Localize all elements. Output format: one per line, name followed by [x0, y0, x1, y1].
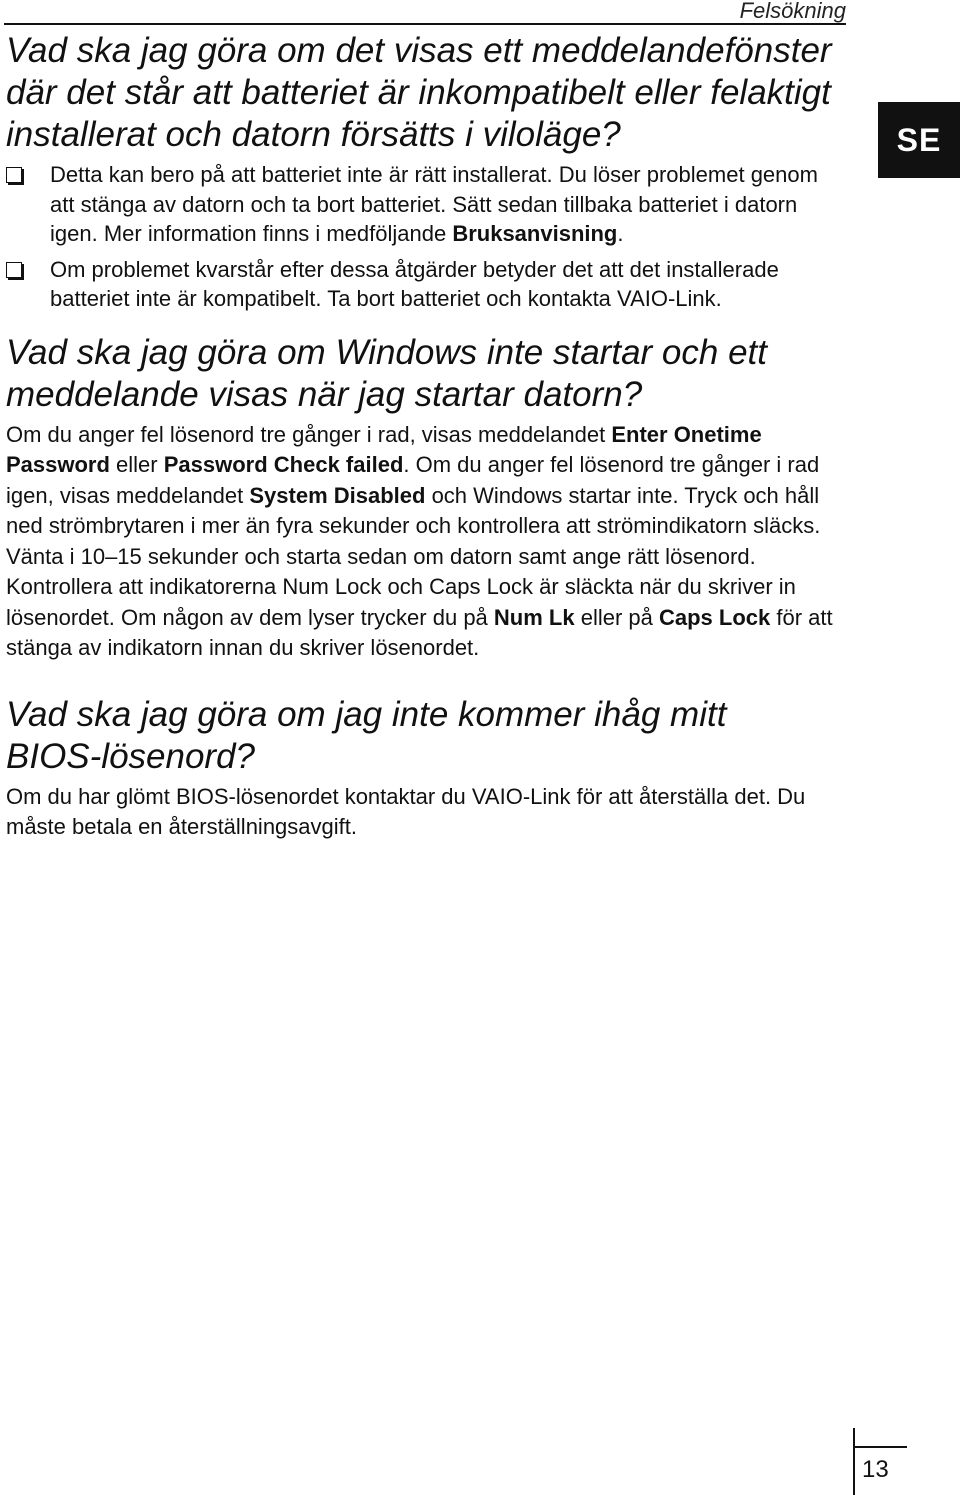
checkbox-bullet-icon [6, 262, 22, 278]
running-header-section: Felsökning [739, 0, 846, 23]
key-caps-lock: Caps Lock [658, 604, 771, 630]
language-tab-se: SE [878, 102, 960, 178]
section-heading-battery: Vad ska jag göra om det visas ett meddelandefönster där det står att batteriet är inkompatibelt eller felaktigt installerat och datorn försätts i viloläge? [6, 31, 832, 154]
section-heading-bios: Vad ska jag göra om jag inte kommer ihåg mitt BIOS-lösenord? [6, 694, 727, 776]
paragraph-bios: Om du har glömt BIOS-lösenordet kontaktar du VAIO-Link för att återställa det. Du måste betala en återställningsavgift. [6, 783, 806, 839]
checkbox-bullet-icon [6, 167, 22, 183]
key-num-lk: Num Lk [493, 604, 575, 630]
message-enter-onetime-password: Enter Onetime Password [6, 421, 762, 477]
page-number-divider-horizontal [853, 1446, 907, 1448]
manual-name: Bruksanvisning [452, 221, 618, 246]
paragraph-windows: Om du anger fel lösenord tre gånger i rad, visas meddelandet Enter Onetime Password eller Password Check failed. Om du anger fel lösenord tre gånger i rad igen, visas meddelandet System Disabled och Windows startar inte. Tryck och håll ned strömbrytaren i mer än fyra sekunder och kontrollera att strömindikatorn släcks. Vänta i 10–15 sekunder och starta sedan om datorn samt ange rätt lösenord. Kontrollera att indikatorerna Num Lock och Caps Lock är släckta när du skriver in lösenordet. Om någon av dem lyser trycker du på Num Lk eller på Caps Lock för att stänga av indikatorn innan du skriver lösenordet. [6, 421, 833, 660]
page-number: 13 [862, 1456, 889, 1483]
battery-bullet-list [6, 160, 846, 314]
list-item: Om problemet kvarstår efter dessa åtgärder betyder det att det installerade batteriet inte är kompatibelt. Ta bort batteriet och kontakta VAIO-Link. [6, 255, 846, 314]
list-item: Detta kan bero på att batteriet inte är rätt installerat. Du löser problemet genom att stänga av datorn och ta bort batteriet. Sätt sedan tillbaka batteriet i datorn igen. Mer information finns i medföljande Bruksanvisning. [6, 160, 846, 249]
message-password-check-failed: Password Check failed [163, 452, 404, 477]
header-rule [4, 23, 846, 25]
page-content [6, 30, 846, 843]
page-number-divider-vertical [853, 1428, 855, 1495]
section-heading-windows: Vad ska jag göra om Windows inte startar och ett meddelande visas när jag startar datorn? [6, 332, 767, 414]
message-system-disabled: System Disabled [249, 482, 426, 508]
